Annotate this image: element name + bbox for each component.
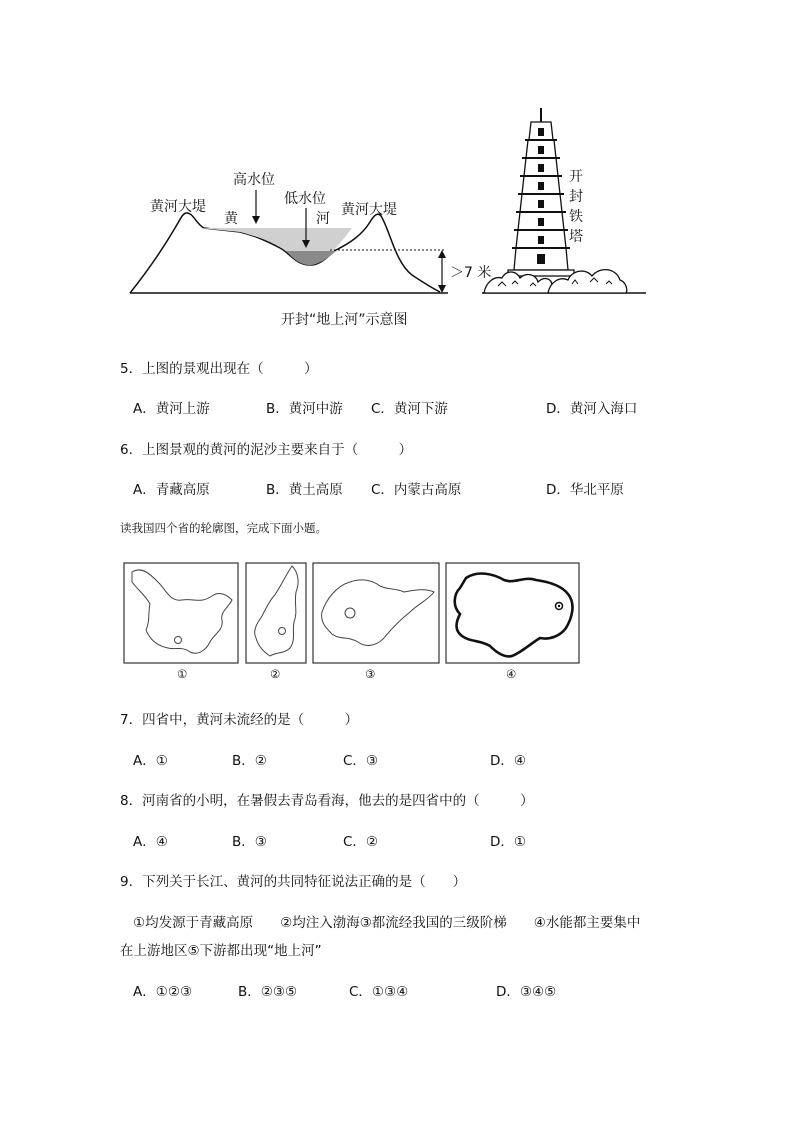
map-label-1: ① [177,667,188,681]
label-he: 河 [316,211,330,227]
question-7-option-d: D．④ [490,753,526,769]
map-label-2: ② [270,667,281,681]
question-6-option-d: D．华北平原 [546,482,624,498]
question-8-stem: 8．河南省的小明，在暑假去青岛看海，他去的是四省中的（ ） [120,793,534,809]
question-5-option-a: A．黄河上游 [133,401,210,417]
tower-label-char: 开 [569,169,583,185]
province-map-2 [255,566,298,656]
label-dike-right: 黄河大堤 [341,202,397,218]
province-map-1 [132,570,232,653]
question-6-option-a: A．青藏高原 [133,482,210,498]
question-9-option-d: D．③④⑤ [496,984,557,1000]
label-high-water: 高水位 [233,172,275,188]
figure-caption: 开封“地上河”示意图 [281,312,408,328]
question-5-option-b: B．黄河中游 [266,401,343,417]
label-dike-left: 黄河大堤 [150,199,206,215]
question-7-option-c: C．③ [343,753,379,769]
tower-label-char: 铁 [569,209,583,225]
question-8-option-a: A．④ [133,834,168,850]
question-7-option-b: B．② [232,753,267,769]
question-9-statements-line1: ①均发源于青藏高原 ②均注入渤海③都流经我国的三级阶梯 ④水能都主要集中 [133,915,641,931]
question-6-stem: 6．上图景观的黄河的泥沙主要来自于（ ） [120,442,413,458]
question-5-stem: 5．上图的景观出现在（ ） [120,361,318,377]
tower-label-char: 封 [569,189,583,205]
section-intro: 读我国四个省的轮廓图，完成下面小题。 [120,521,327,535]
question-7-option-a: A．① [133,753,168,769]
label-huang: 黄 [224,211,238,227]
question-8-option-c: C．② [343,834,379,850]
question-9-option-a: A．①②③ [133,984,193,1000]
question-7-stem: 7．四省中，黄河未流经的是（ ） [120,712,359,728]
question-5-option-c: C．黄河下游 [371,401,448,417]
question-9-option-c: C．①③④ [349,984,409,1000]
question-9-option-b: B．②③⑤ [238,984,298,1000]
tower-label-char: 塔 [569,229,583,245]
question-9-stem: 9．下列关于长江、黄河的共同特征说法正确的是（ ） [120,874,467,890]
question-9-statements-line2: 在上游地区⑤下游都出现“地上河” [120,943,322,959]
question-6-option-c: C．内蒙古高原 [371,482,462,498]
label-height: ＞7 米 [450,265,492,281]
question-6-option-b: B．黄土高原 [266,482,343,498]
question-8-option-d: D．① [490,834,526,850]
label-low-water: 低水位 [284,191,326,207]
map-label-4: ④ [506,667,517,681]
map-label-3: ③ [365,667,376,681]
question-8-option-b: B．③ [232,834,267,850]
province-map-4 [455,574,573,657]
province-map-3 [322,580,434,646]
question-5-option-d: D．黄河入海口 [546,401,638,417]
